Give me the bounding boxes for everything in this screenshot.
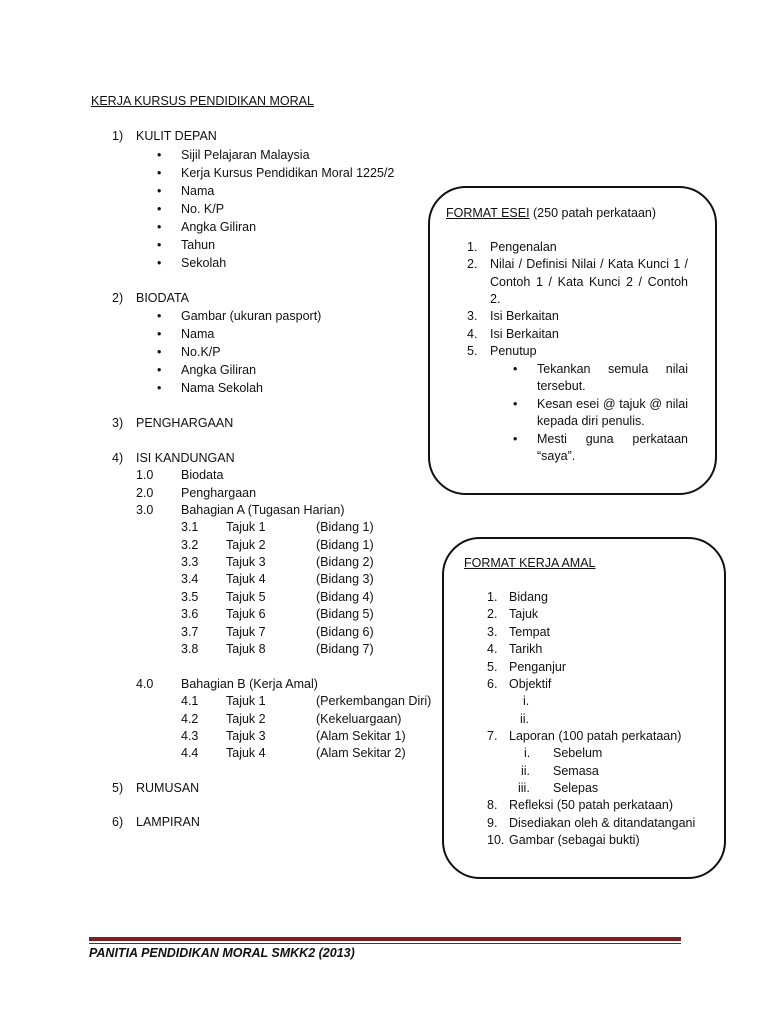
- contents-label: Penghargaan: [181, 486, 257, 500]
- part-b-tajuk: Tajuk 4: [226, 746, 266, 760]
- part-a-tajuk: Tajuk 4: [226, 572, 266, 586]
- part-b-tajuk: Tajuk 1: [226, 694, 266, 708]
- esei-item-number: 5.: [467, 344, 478, 358]
- esei-bullet: • Mesti guna perkataan: [537, 432, 688, 446]
- biodata-item: • No.K/P: [181, 345, 221, 359]
- esei-item-number: 3.: [467, 309, 478, 323]
- part-a-number: 3.8: [181, 642, 199, 656]
- laporan-sub: Semasa: [553, 764, 599, 778]
- biodata-item: • Nama: [181, 327, 214, 341]
- section-6-title: LAMPIRAN: [136, 815, 200, 829]
- part-a-number: 3.6: [181, 607, 199, 621]
- esei-bullet-cont: tersebut.: [537, 379, 586, 393]
- cover-item: • Kerja Kursus Pendidikan Moral 1225/2: [181, 166, 394, 180]
- section-2-title: BIODATA: [136, 291, 190, 305]
- amal-item: Refleksi (50 patah perkataan): [509, 798, 673, 812]
- objektif-sub: i.: [523, 694, 530, 708]
- part-a-number: 3.5: [181, 590, 199, 604]
- part-b-label: Bahagian B (Kerja Amal): [181, 677, 318, 691]
- part-b-row-number: 4.4: [181, 746, 199, 760]
- footer-text: PANITIA PENDIDIKAN MORAL SMKK2 (2013): [89, 946, 355, 960]
- part-a-bidang: (Bidang 2): [316, 555, 374, 569]
- contents-number: 1.0: [136, 468, 154, 482]
- footer-divider-thin: [89, 943, 681, 944]
- format-kerja-amal-title: FORMAT KERJA AMAL: [464, 556, 596, 570]
- section-2-number: 2): [112, 291, 124, 305]
- amal-item-number: 8.: [487, 798, 498, 812]
- part-a-bidang: (Bidang 1): [316, 520, 374, 534]
- biodata-item: • Gambar (ukuran pasport): [181, 309, 321, 323]
- amal-item-number: 3.: [487, 625, 498, 639]
- part-a-tajuk: Tajuk 8: [226, 642, 266, 656]
- cover-item: • Nama: [181, 184, 214, 198]
- part-a-tajuk: Tajuk 6: [226, 607, 266, 621]
- cover-item: • No. K/P: [181, 202, 224, 216]
- amal-item: Tarikh: [509, 642, 543, 656]
- amal-item-number: 9.: [487, 816, 498, 830]
- part-a-tajuk: Tajuk 3: [226, 555, 266, 569]
- amal-item-number: 6.: [487, 677, 498, 691]
- cover-item: • Sijil Pelajaran Malaysia: [181, 148, 310, 162]
- part-b-bidang: (Perkembangan Diri): [316, 694, 432, 708]
- part-a-number: 3.2: [181, 538, 199, 552]
- amal-item: Tempat: [509, 625, 550, 639]
- section-6-number: 6): [112, 815, 124, 829]
- amal-item-number: 2.: [487, 607, 498, 621]
- objektif-sub: ii.: [520, 712, 530, 726]
- cover-item: • Sekolah: [181, 256, 226, 270]
- laporan-sub-number: i.: [524, 746, 531, 760]
- amal-item: Penganjur: [509, 660, 566, 674]
- section-3-number: 3): [112, 416, 124, 430]
- esei-item-number: 1.: [467, 240, 478, 254]
- page-title: KERJA KURSUS PENDIDIKAN MORAL: [91, 94, 314, 108]
- esei-bullet-cont: “saya”.: [537, 449, 576, 463]
- section-4-number: 4): [112, 451, 124, 465]
- contents-label: Biodata: [181, 468, 224, 482]
- esei-item-line: 2.: [490, 292, 501, 306]
- part-a-bidang: (Bidang 5): [316, 607, 374, 621]
- part-a-bidang: (Bidang 3): [316, 572, 374, 586]
- amal-item: Disediakan oleh & ditandatangani: [509, 816, 696, 830]
- part-a-bidang: (Bidang 1): [316, 538, 374, 552]
- part-b-row-number: 4.3: [181, 729, 199, 743]
- esei-item: Penutup: [490, 344, 537, 358]
- part-a-number: 3.3: [181, 555, 199, 569]
- part-b-tajuk: Tajuk 3: [226, 729, 266, 743]
- esei-item: Isi Berkaitan: [490, 327, 559, 341]
- amal-item-number: 1.: [487, 590, 498, 604]
- part-b-number: 4.0: [136, 677, 154, 691]
- section-1-title: KULIT DEPAN: [136, 129, 217, 143]
- esei-item-line: Nilai / Definisi Nilai / Kata Kunci 1 /: [490, 257, 688, 271]
- part-a-bidang: (Bidang 4): [316, 590, 374, 604]
- amal-item: Bidang: [509, 590, 548, 604]
- part-b-bidang: (Alam Sekitar 1): [316, 729, 406, 743]
- amal-item: Gambar (sebagai bukti): [509, 833, 640, 847]
- laporan-sub-number: ii.: [521, 764, 531, 778]
- contents-number: 3.0: [136, 503, 154, 517]
- cover-item: • Tahun: [181, 238, 215, 252]
- contents-label: Bahagian A (Tugasan Harian): [181, 503, 345, 517]
- esei-bullet-cont: kepada diri penulis.: [537, 414, 645, 428]
- esei-item-number: 4.: [467, 327, 478, 341]
- esei-item: Pengenalan: [490, 240, 557, 254]
- part-a-number: 3.4: [181, 572, 199, 586]
- format-esei-subtitle: (250 patah perkataan): [533, 206, 657, 220]
- part-a-number: 3.1: [181, 520, 199, 534]
- amal-item: Objektif: [509, 677, 552, 691]
- part-a-number: 3.7: [181, 625, 199, 639]
- esei-item: Isi Berkaitan: [490, 309, 559, 323]
- part-b-bidang: (Alam Sekitar 2): [316, 746, 406, 760]
- section-4-title: ISI KANDUNGAN: [136, 451, 235, 465]
- part-a-tajuk: Tajuk 5: [226, 590, 266, 604]
- biodata-item: • Nama Sekolah: [181, 381, 263, 395]
- esei-item-line: Contoh 1 / Kata Kunci 2 / Contoh: [490, 275, 688, 289]
- footer-divider: [89, 937, 681, 941]
- esei-item-number: 2.: [467, 257, 478, 271]
- section-5-title: RUMUSAN: [136, 781, 200, 795]
- part-a-tajuk: Tajuk 1: [226, 520, 266, 534]
- contents-number: 2.0: [136, 486, 154, 500]
- part-a-tajuk: Tajuk 7: [226, 625, 266, 639]
- laporan-sub: Sebelum: [553, 746, 603, 760]
- section-3-title: PENGHARGAAN: [136, 416, 234, 430]
- part-a-bidang: (Bidang 6): [316, 625, 374, 639]
- part-a-bidang: (Bidang 7): [316, 642, 374, 656]
- laporan-sub: Selepas: [553, 781, 599, 795]
- section-1-number: 1): [112, 129, 124, 143]
- amal-item-number: 7.: [487, 729, 498, 743]
- section-5-number: 5): [112, 781, 124, 795]
- amal-item-number: 10.: [487, 833, 505, 847]
- laporan-sub-number: iii.: [518, 781, 530, 795]
- part-b-row-number: 4.2: [181, 712, 199, 726]
- biodata-item: • Angka Giliran: [181, 363, 256, 377]
- part-a-tajuk: Tajuk 2: [226, 538, 266, 552]
- amal-item: Tajuk: [509, 607, 539, 621]
- amal-item-number: 4.: [487, 642, 498, 656]
- part-b-row-number: 4.1: [181, 694, 199, 708]
- cover-item: • Angka Giliran: [181, 220, 256, 234]
- esei-bullet: • Kesan esei @ tajuk @ nilai: [537, 397, 688, 411]
- esei-bullet: • Tekankan semula nilai: [537, 362, 688, 376]
- format-esei-title: FORMAT ESEI: [446, 206, 530, 220]
- part-b-tajuk: Tajuk 2: [226, 712, 266, 726]
- amal-item: Laporan (100 patah perkataan): [509, 729, 682, 743]
- part-b-bidang: (Kekeluargaan): [316, 712, 402, 726]
- amal-item-number: 5.: [487, 660, 498, 674]
